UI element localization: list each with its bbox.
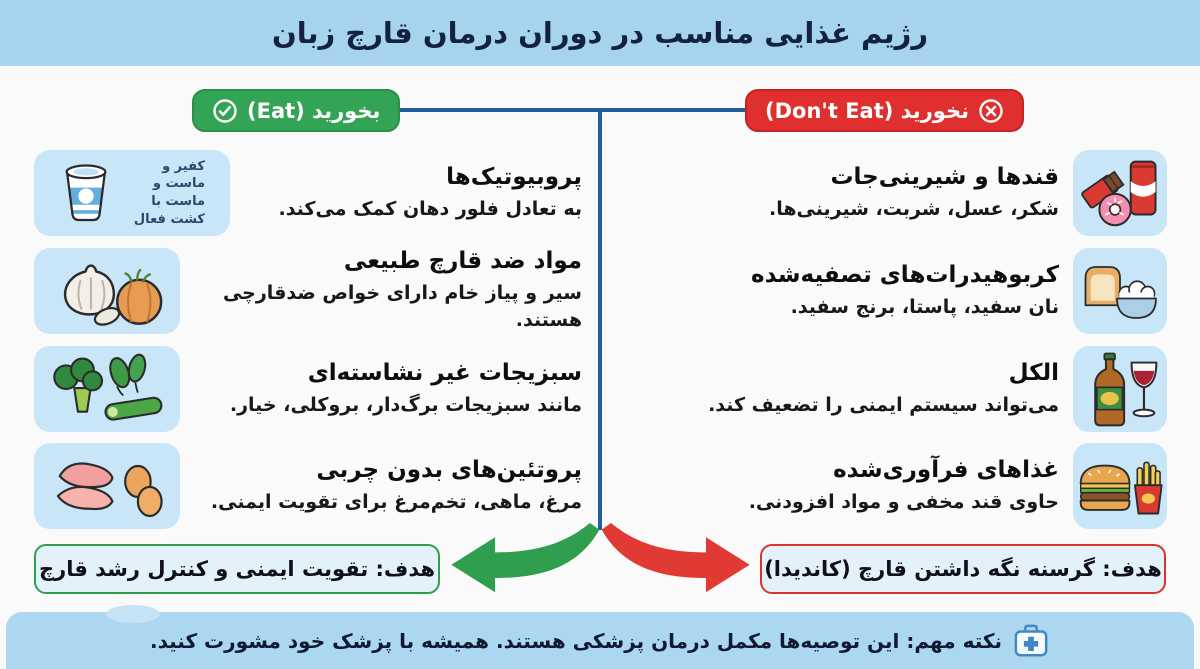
dont-eat-header-pill [745,89,1024,132]
eat-item-protein [34,442,582,530]
item-title: پروبیوتیک‌ها [446,163,582,190]
item-desc: نان سفید، پاستا، برنج سفید. [790,295,1059,318]
dont-eat-header-label: نخورید (Don't Eat) [765,98,969,123]
dont-eat-goal-box [760,544,1166,594]
alcohol-tile [1073,346,1167,432]
vegetables-tile [34,346,180,432]
dont-eat-item-processed [618,442,1167,530]
eat-goal-box [34,544,440,594]
center-divider-line [598,108,602,530]
first-aid-kit-icon [1012,623,1050,659]
burger-fries-icon [1076,451,1164,521]
item-title: پروتئین‌های بدون چربی [316,456,582,483]
sweets-icon [1079,155,1161,231]
connector-line-left [392,108,600,112]
item-title: مواد ضد قارچ طبیعی [343,248,582,275]
chicken-eggs-icon [47,447,167,525]
dont-eat-item-carbs [618,247,1167,335]
eat-header-pill [192,89,400,132]
eat-item-probiotics [34,149,582,237]
note-bar-decoration [106,605,160,623]
garlic-onion-icon [48,252,166,330]
processed-tile [1073,443,1167,529]
probiotics-tile [34,150,230,236]
eat-goal-label: هدف: تقویت ایمنی و کنترل رشد قارچ [38,557,436,581]
eat-item-antifungal [34,247,582,335]
x-circle-icon [978,98,1004,124]
alcohol-icon [1080,351,1160,427]
note-text: نکته مهم: این توصیه‌ها مکمل درمان پزشکی هستند. همیشه با پزشک خود مشورت کنید. [149,628,1003,653]
antifungal-tile [34,248,180,334]
eat-header-label: بخورید (Eat) [247,98,381,123]
dont-eat-item-sugars [618,149,1167,237]
item-title: غذاهای فرآوری‌شده [833,456,1059,483]
yogurt-caption: کفیر و ماست و ماست با کشت فعال [133,158,205,227]
yogurt-cup-icon [59,160,113,226]
eat-goal-arrow [447,523,600,597]
item-title: قندها و شیرینی‌جات [830,163,1059,190]
protein-tile [34,443,180,529]
vegetables-icon [47,350,167,428]
item-desc: مانند سبزیجات برگ‌دار، بروکلی، خیار. [229,393,582,416]
eat-item-vegetables [34,345,582,433]
title-bar [0,0,1200,66]
item-desc: شکر، عسل، شربت، شیرینی‌ها. [769,197,1059,220]
item-title: کربوهیدرات‌های تصفیه‌شده [751,261,1059,288]
item-title: سبزیجات غیر نشاسته‌ای [307,359,582,386]
sweets-tile [1073,150,1167,236]
item-desc: حاوی قند مخفی و مواد افزودنی. [748,490,1059,513]
item-desc: می‌تواند سیستم ایمنی را تضعیف کند. [708,393,1059,416]
item-desc: سیر و پیاز خام دارای خواص ضدقارچی هستند. [222,281,582,332]
connector-line-right [600,108,748,112]
note-bar [6,612,1194,669]
dont-eat-item-alcohol [618,345,1167,433]
carbs-tile [1073,248,1167,334]
item-desc: به تعادل فلور دهان کمک می‌کند. [278,197,582,220]
dont-eat-goal-arrow [601,523,754,597]
bread-rice-icon [1078,256,1162,326]
item-desc: مرغ، ماهی، تخم‌مرغ برای تقویت ایمنی. [210,490,582,513]
item-title: الکل [1008,359,1059,386]
dont-eat-goal-label: هدف: گرسنه نگه داشتن قارچ (کاندیدا) [764,557,1162,581]
page-title: رژیم غذایی مناسب در دوران درمان قارچ زبان [271,16,929,50]
check-circle-icon [212,98,238,124]
